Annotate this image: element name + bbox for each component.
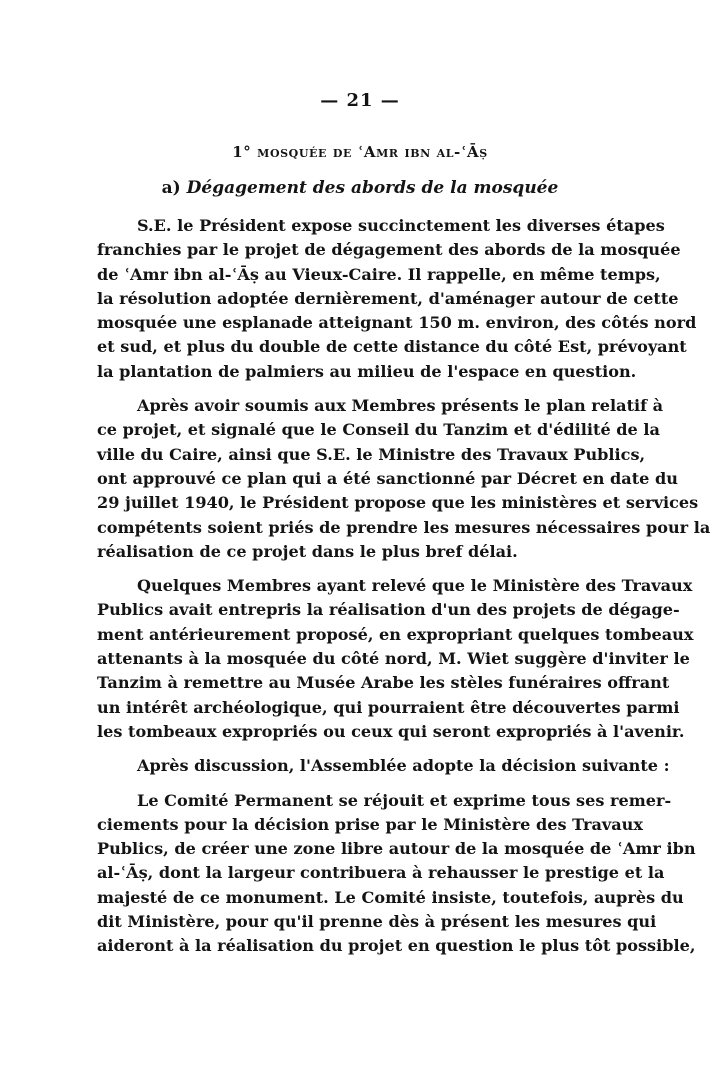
text-line: Après avoir soumis aux Membres présents le plan relatif à	[137, 396, 664, 416]
paragraph	[97, 789, 696, 959]
text-line: compétents soient priés de prendre les mesures nécessaires pour la	[97, 517, 711, 537]
subheading-label: a)	[161, 178, 181, 198]
text-line: Après discussion, l'Assemblée adopte la décision suivante :	[137, 756, 670, 776]
text-line: 29 juillet 1940, le Président propose que les ministères et services	[97, 493, 699, 513]
text-line: Le Comité Permanent se réjouit et exprime tous ses remer-	[137, 790, 672, 810]
text-line: ont approuvé ce plan qui a été sanctionné par Décret en date du	[97, 468, 678, 488]
paragraph	[97, 394, 711, 564]
text-line: la plantation de palmiers au milieu de l'espace en question.	[97, 361, 637, 381]
text-line: Tanzim à remettre au Musée Arabe les stèles funéraires offrant	[97, 673, 670, 693]
text-line: les tombeaux expropriés ou ceux qui seront expropriés à l'avenir.	[97, 721, 685, 741]
text-line: la résolution adoptée dernièrement, d'aménager autour de cette	[97, 288, 679, 308]
text-line: attenants à la mosquée du côté nord, M. Wiet suggère d'inviter le	[97, 649, 690, 669]
text-line: et sud, et plus du double de cette distance du côté Est, prévoyant	[97, 337, 687, 357]
text-line: franchies par le projet de dégagement des abords de la mosquée	[97, 240, 681, 260]
text-line: ciements pour la décision prise par le Ministère des Travaux	[97, 814, 643, 834]
body-text	[97, 214, 711, 969]
text-line: un intérêt archéologique, qui pourraient être découvertes parmi	[97, 697, 680, 717]
text-line: ville du Caire, ainsi que S.E. le Ministre des Travaux Publics,	[97, 444, 646, 464]
paragraph	[97, 214, 697, 384]
text-line: ce projet, et signalé que le Conseil du Tanzim et d'édilité de la	[97, 420, 660, 440]
text-line: dit Ministère, pour qu'il prenne dès à présent les mesures qui	[97, 912, 657, 932]
text-line: aideront à la réalisation du projet en question le plus tôt possible,	[97, 936, 696, 956]
section-heading: 1° mosquée de ʿAmr ibn al-ʿĀṣ	[232, 143, 488, 161]
text-line: S.E. le Président expose succinctement les diverses étapes	[137, 216, 665, 235]
subheading	[0, 178, 720, 198]
text-line: mosquée une esplanade atteignant 150 m. environ, des côtés nord	[97, 313, 697, 333]
text-line: ment antérieurement proposé, en expropriant quelques tombeaux	[97, 624, 694, 644]
text-line: Quelques Membres ayant relevé que le Ministère des Travaux	[137, 576, 693, 596]
text-line: de ʿAmr ibn al-ʿĀṣ au Vieux-Caire. Il rappelle, en même temps,	[97, 264, 661, 284]
text-line: majesté de ce monument. Le Comité insiste, toutefois, auprès du	[97, 887, 684, 907]
paragraph	[97, 574, 694, 744]
text-line: Publics, de créer une zone libre autour de la mosquée de ʿAmr ibn	[97, 839, 696, 859]
subheading-title: Dégagement des abords de la mosquée	[186, 178, 559, 198]
text-line: al-ʿĀṣ, dont la largeur contribuera à rehausser le prestige et la	[97, 863, 665, 883]
paragraph	[97, 754, 670, 778]
text-line: réalisation de ce projet dans le plus bref délai.	[97, 541, 518, 561]
text-line: Publics avait entrepris la réalisation d'un des projets de dégage-	[97, 600, 680, 620]
page-number: — 21 —	[320, 90, 400, 111]
